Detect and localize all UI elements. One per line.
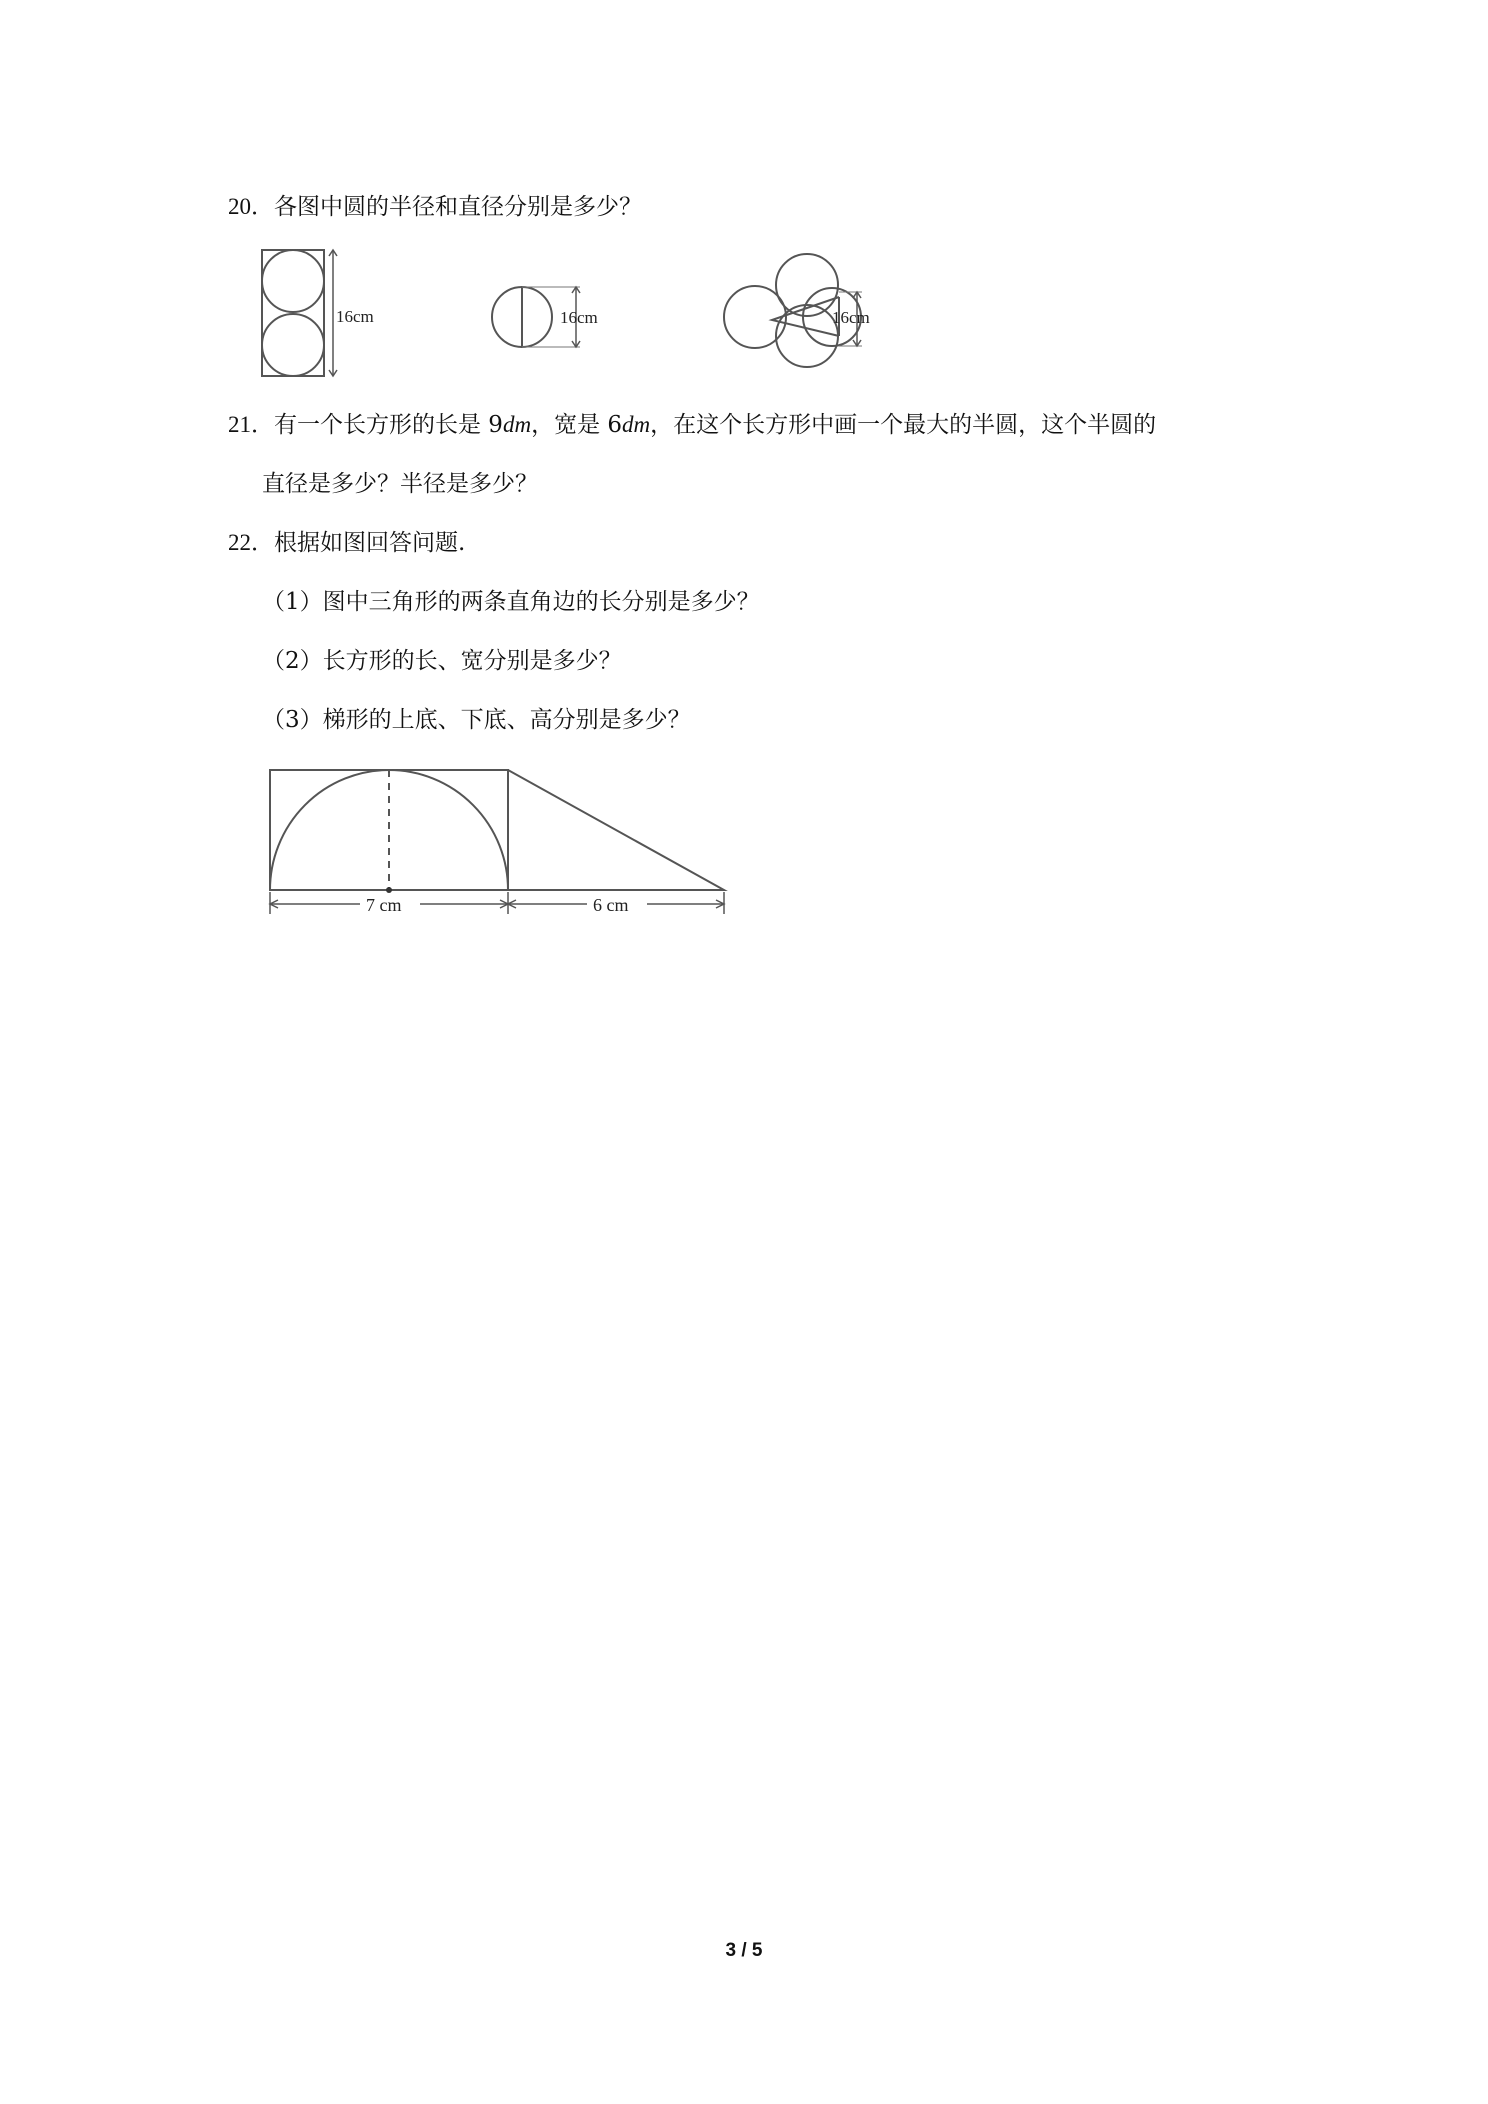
q22-question: 根据如图回答问题. — [274, 530, 466, 556]
q21-line-2: 直径是多少？半径是多少？ — [262, 471, 538, 497]
q20-figure-2 — [490, 282, 620, 354]
q21-line-1 — [228, 410, 1156, 440]
q20-figure-1 — [258, 246, 374, 388]
q22-sub-3: （3）梯形的上底、下底、高分别是多少？ — [262, 707, 691, 733]
page-number: 3 / 5 — [725, 1940, 763, 1961]
q20-figure-3-label: 16cm — [832, 308, 870, 327]
q22-text — [228, 528, 465, 558]
q21-unit-2: dm — [622, 412, 651, 437]
q22-sub-2: （2）长方形的长、宽分别是多少？ — [262, 648, 622, 674]
q20-text — [228, 192, 642, 222]
q21-number: 21． — [228, 412, 274, 437]
q20-number: 20． — [228, 194, 274, 219]
q22-figure — [262, 764, 734, 924]
q21-text-b: ，宽是 6 — [531, 412, 623, 438]
q22-sub-1: （1）图中三角形的两条直角边的长分别是多少？ — [262, 589, 760, 615]
q22-dim-left-label: 7 cm — [366, 895, 402, 915]
q20-figure-2-label: 16cm — [560, 308, 598, 327]
q20-figure-3 — [722, 252, 892, 370]
q21-text-a: 有一个长方形的长是 9 — [274, 412, 503, 438]
q20-question: 各图中圆的半径和直径分别是多少？ — [274, 194, 642, 220]
q22-number: 22． — [228, 530, 274, 555]
q20-figure-1-label: 16cm — [336, 307, 374, 326]
q21-unit-1: dm — [502, 412, 532, 437]
q21-text-c: ，在这个长方形中画一个最大的半圆，这个半圆的 — [650, 412, 1157, 438]
q22-dim-right-label: 6 cm — [593, 895, 629, 915]
